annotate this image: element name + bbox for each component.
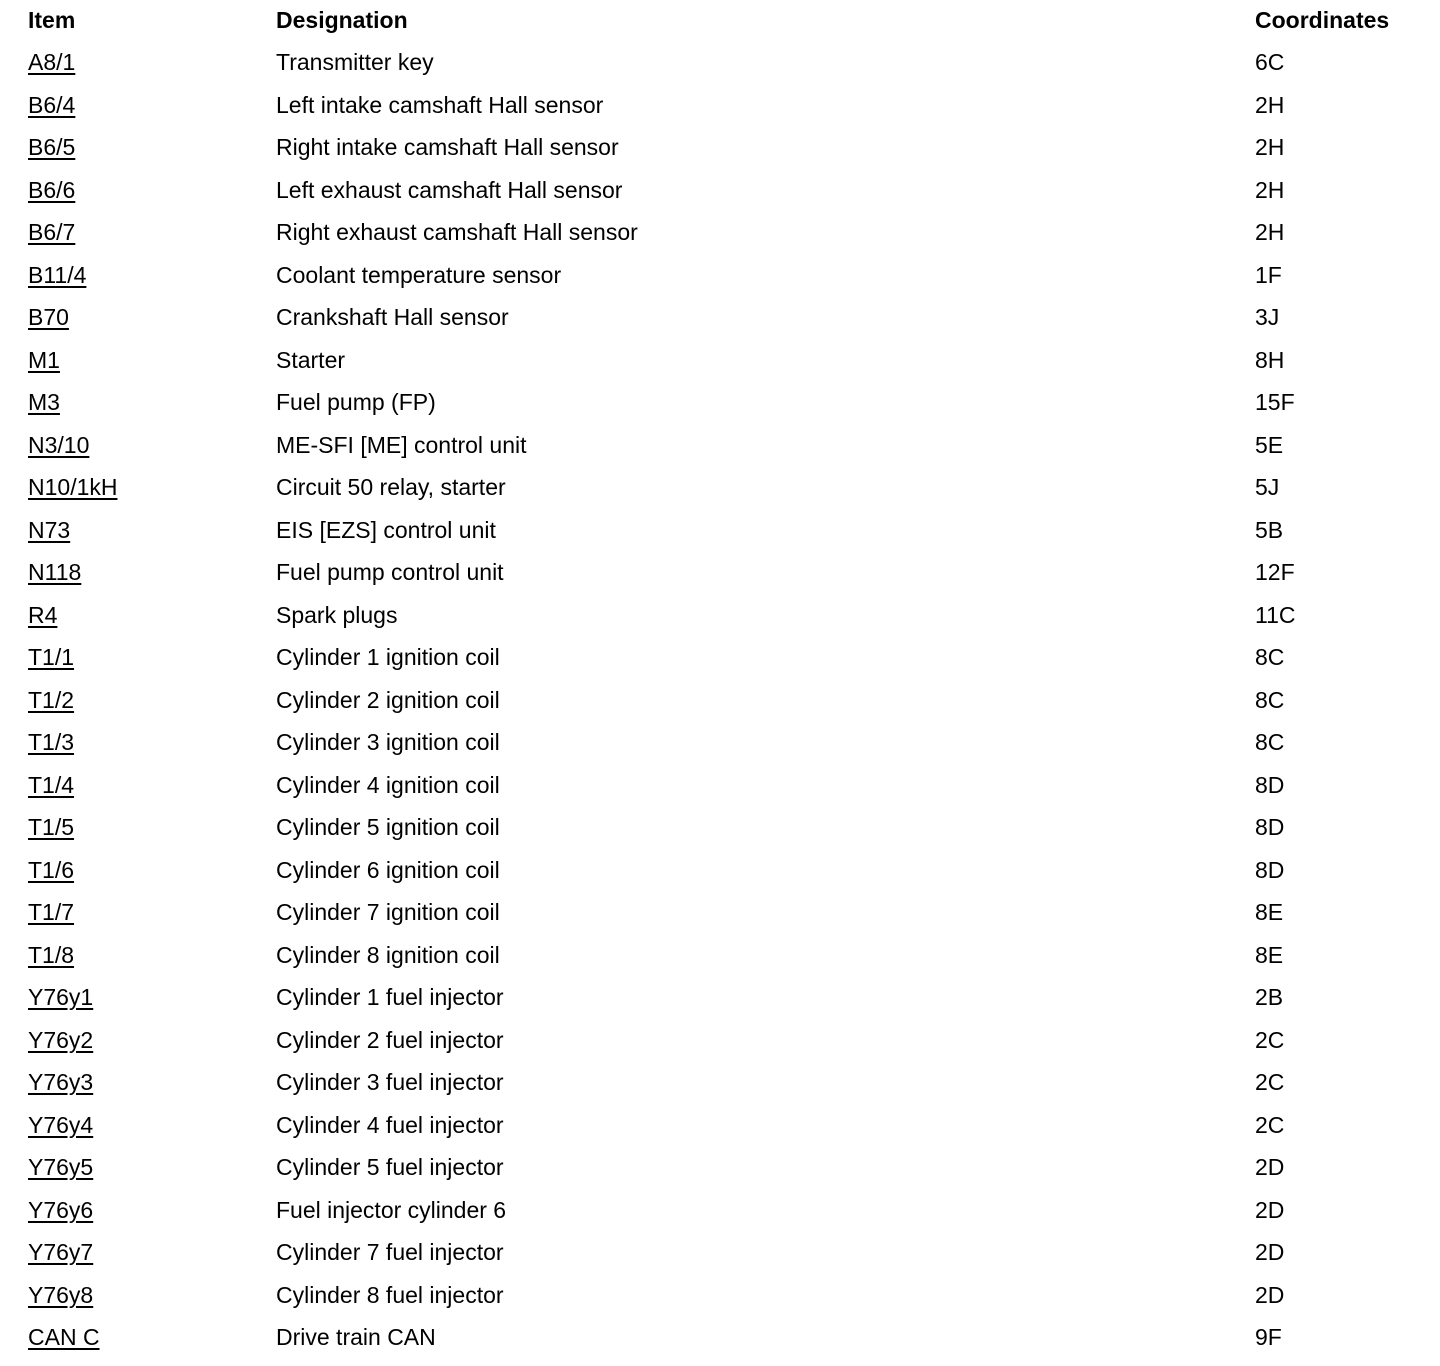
item-link[interactable]: T1/7	[28, 899, 75, 925]
table-row	[0, 726, 1440, 758]
table-row	[0, 174, 1440, 206]
table-row	[0, 1024, 1440, 1056]
coordinates-cell: 2H	[1255, 177, 1285, 203]
designation-cell: Fuel pump (FP)	[276, 389, 436, 415]
designation-cell: Cylinder 2 ignition coil	[276, 687, 500, 713]
coordinates-cell: 8D	[1255, 857, 1285, 883]
item-link[interactable]: Y76y2	[28, 1027, 94, 1053]
designation-cell: Cylinder 8 fuel injector	[276, 1282, 504, 1308]
item-link[interactable]: N10/1kH	[28, 474, 118, 500]
item-link[interactable]: T1/6	[28, 857, 75, 883]
table-row	[0, 1151, 1440, 1183]
coordinates-cell: 2D	[1255, 1197, 1285, 1223]
coordinates-cell: 8D	[1255, 814, 1285, 840]
table-row	[0, 344, 1440, 376]
designation-cell: Cylinder 6 ignition coil	[276, 857, 500, 883]
table-row	[0, 131, 1440, 163]
item-link[interactable]: B11/4	[28, 262, 87, 288]
coordinates-cell: 2D	[1255, 1154, 1285, 1180]
designation-cell: Cylinder 8 ignition coil	[276, 942, 500, 968]
coordinates-cell: 5E	[1255, 432, 1284, 458]
item-link[interactable]: B70	[28, 304, 69, 330]
designation-cell: Crankshaft Hall sensor	[276, 304, 509, 330]
item-link[interactable]: N73	[28, 517, 71, 543]
coordinates-cell: 2C	[1255, 1027, 1285, 1053]
item-link[interactable]: Y76y8	[28, 1282, 94, 1308]
designation-cell: Transmitter key	[276, 49, 434, 75]
item-link[interactable]: Y76y3	[28, 1069, 94, 1095]
item-link[interactable]: M1	[28, 347, 60, 373]
item-link[interactable]: T1/8	[28, 942, 75, 968]
designation-cell: Right intake camshaft Hall sensor	[276, 134, 619, 160]
designation-cell: Fuel pump control unit	[276, 559, 504, 585]
coordinates-cell: 15F	[1255, 389, 1295, 415]
table-row	[0, 46, 1440, 78]
table-row	[0, 89, 1440, 121]
table-row	[0, 556, 1440, 588]
coordinates-cell: 5J	[1255, 474, 1280, 500]
item-link[interactable]: CAN C	[28, 1324, 100, 1350]
item-link[interactable]: T1/3	[28, 729, 75, 755]
item-link[interactable]: T1/2	[28, 687, 75, 713]
item-link[interactable]: T1/1	[28, 644, 75, 670]
item-link[interactable]: T1/4	[28, 772, 75, 798]
item-link[interactable]: Y76y7	[28, 1239, 94, 1265]
coordinates-cell: 8C	[1255, 644, 1285, 670]
item-column-header: Item	[28, 7, 76, 33]
coordinates-cell: 12F	[1255, 559, 1295, 585]
designation-cell: Spark plugs	[276, 602, 398, 628]
coordinates-cell: 8E	[1255, 899, 1284, 925]
coordinates-cell: 3J	[1255, 304, 1280, 330]
table-row	[0, 599, 1440, 631]
item-link[interactable]: T1/5	[28, 814, 75, 840]
table-row	[0, 811, 1440, 843]
designation-cell: Cylinder 5 fuel injector	[276, 1154, 504, 1180]
designation-cell: EIS [EZS] control unit	[276, 517, 496, 543]
table-row	[0, 259, 1440, 291]
coordinates-cell: 2H	[1255, 134, 1285, 160]
coordinates-cell: 5B	[1255, 517, 1284, 543]
coordinates-cell: 8C	[1255, 687, 1285, 713]
coordinates-cell: 8E	[1255, 942, 1284, 968]
table-row	[0, 641, 1440, 673]
coordinates-cell: 6C	[1255, 49, 1285, 75]
table-row	[0, 1109, 1440, 1141]
table-row	[0, 684, 1440, 716]
designation-cell: Cylinder 2 fuel injector	[276, 1027, 504, 1053]
coordinates-cell: 1F	[1255, 262, 1282, 288]
coordinates-cell: 8C	[1255, 729, 1285, 755]
table-row	[0, 981, 1440, 1013]
designation-cell: Starter	[276, 347, 346, 373]
designation-cell: Cylinder 3 fuel injector	[276, 1069, 504, 1095]
designation-cell: Left intake camshaft Hall sensor	[276, 92, 604, 118]
table-header	[0, 4, 1440, 36]
item-link[interactable]: N118	[28, 559, 82, 585]
designation-cell: Drive train CAN	[276, 1324, 436, 1350]
table-row	[0, 1236, 1440, 1268]
item-link[interactable]: Y76y1	[28, 984, 94, 1010]
coordinates-cell: 11C	[1255, 602, 1296, 628]
coordinates-cell: 2D	[1255, 1282, 1285, 1308]
designation-cell: Cylinder 7 fuel injector	[276, 1239, 504, 1265]
designation-cell: Cylinder 1 ignition coil	[276, 644, 500, 670]
table-row	[0, 896, 1440, 928]
designation-cell: Right exhaust camshaft Hall sensor	[276, 219, 638, 245]
coordinates-cell: 8D	[1255, 772, 1285, 798]
designation-cell: ME-SFI [ME] control unit	[276, 432, 527, 458]
table-row	[0, 939, 1440, 971]
item-link[interactable]: N3/10	[28, 432, 90, 458]
designation-cell: Cylinder 1 fuel injector	[276, 984, 504, 1010]
designation-cell: Coolant temperature sensor	[276, 262, 562, 288]
table-row	[0, 216, 1440, 248]
item-link[interactable]: B6/4	[28, 92, 76, 118]
coordinates-cell: 9F	[1255, 1324, 1282, 1350]
designation-cell: Fuel injector cylinder 6	[276, 1197, 507, 1223]
table-row	[0, 471, 1440, 503]
item-link[interactable]: R4	[28, 602, 58, 628]
coordinates-cell: 2C	[1255, 1112, 1285, 1138]
designation-cell: Cylinder 3 ignition coil	[276, 729, 500, 755]
item-link[interactable]: Y76y4	[28, 1112, 94, 1138]
designation-cell: Cylinder 7 ignition coil	[276, 899, 500, 925]
table-row	[0, 854, 1440, 886]
item-link[interactable]: Y76y5	[28, 1154, 94, 1180]
coordinates-cell: 2H	[1255, 219, 1285, 245]
coordinates-cell: 2D	[1255, 1239, 1285, 1265]
table-row	[0, 1066, 1440, 1098]
item-link[interactable]: A8/1	[28, 49, 76, 75]
table-row	[0, 429, 1440, 461]
table-row	[0, 386, 1440, 418]
item-link[interactable]: Y76y6	[28, 1197, 94, 1223]
coordinates-cell: 2H	[1255, 92, 1285, 118]
item-link[interactable]: M3	[28, 389, 60, 415]
table-row	[0, 769, 1440, 801]
table-row	[0, 1321, 1440, 1353]
coordinates-cell: 2B	[1255, 984, 1284, 1010]
coordinates-column-header: Coordinates	[1255, 7, 1390, 33]
item-link[interactable]: B6/7	[28, 219, 76, 245]
table-row	[0, 514, 1440, 546]
item-link[interactable]: B6/6	[28, 177, 76, 203]
coordinates-cell: 8H	[1255, 347, 1285, 373]
designation-cell: Left exhaust camshaft Hall sensor	[276, 177, 623, 203]
table-row	[0, 1194, 1440, 1226]
designation-cell: Circuit 50 relay, starter	[276, 474, 506, 500]
designation-cell: Cylinder 4 fuel injector	[276, 1112, 504, 1138]
item-link[interactable]: B6/5	[28, 134, 76, 160]
coordinates-cell: 2C	[1255, 1069, 1285, 1095]
designation-cell: Cylinder 5 ignition coil	[276, 814, 500, 840]
designation-column-header: Designation	[276, 7, 408, 33]
table-row	[0, 1279, 1440, 1311]
table-row	[0, 301, 1440, 333]
designation-cell: Cylinder 4 ignition coil	[276, 772, 500, 798]
